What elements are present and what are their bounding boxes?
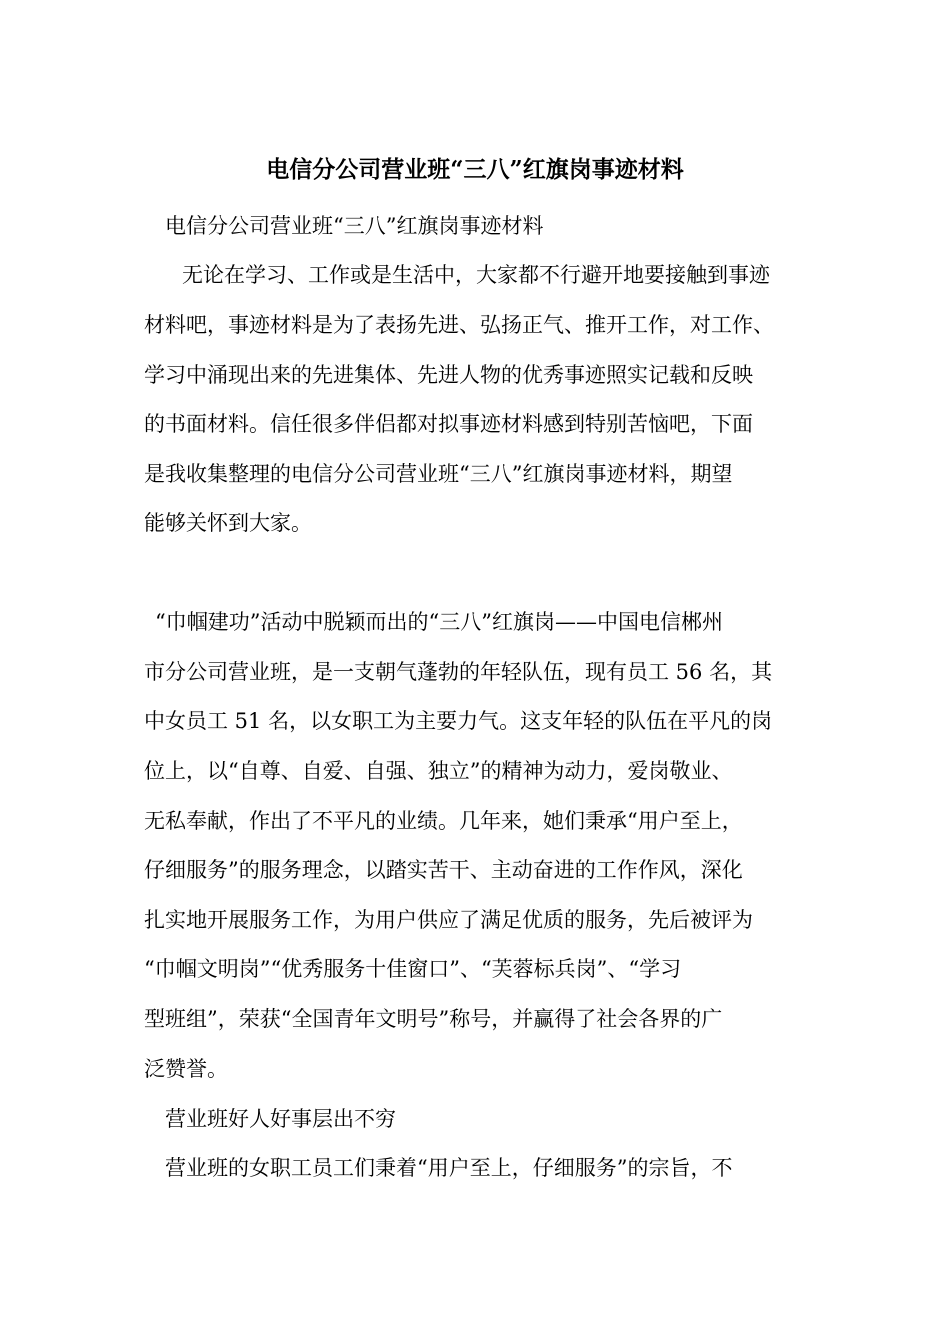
intro-line: 能够关怀到大家。 bbox=[144, 511, 312, 535]
body-line: 扎实地开展服务工作，为用户供应了满足优质的服务，先后被评为 bbox=[144, 908, 753, 932]
body-line: 中女员工 51 名，以女职工为主要力气。这支年轻的队伍在平凡的岗 bbox=[144, 709, 773, 733]
intro-line: 材料吧，事迹材料是为了表扬先进、弘扬正气、推开工作，对工作、 bbox=[144, 313, 774, 337]
intro-line: 的书面材料。信任很多伴侣都对拟事迹材料感到特别苦恼吧，下面 bbox=[144, 412, 753, 436]
document-title: 电信分公司营业班“三八”红旗岗事迹材料 bbox=[266, 156, 684, 183]
body-line: 仔细服务”的服务理念，以踏实苦干、主动奋进的工作作风，深化 bbox=[144, 858, 743, 882]
body-line: “巾帼文明岗”“优秀服务十佳窗口”、“芙蓉标兵岗”、“学习 bbox=[144, 957, 682, 981]
body-line: 市分公司营业班，是一支朝气蓬勃的年轻队伍，现有员工 56 名，其 bbox=[144, 660, 773, 684]
intro-line: 无论在学习、工作或是生活中，大家都不行避开地要接触到事迹 bbox=[182, 263, 770, 287]
body-line: 无私奉献，作出了不平凡的业绩。几年来，她们秉承“用户至上， bbox=[144, 809, 743, 833]
body-line: 型班组”，荣获“全国青年文明号”称号，并赢得了社会各界的广 bbox=[144, 1007, 723, 1031]
body-line: 泛赞誉。 bbox=[144, 1057, 228, 1081]
body-line: “巾帼建功”活动中脱颖而出的“三八”红旗岗——中国电信郴州 bbox=[155, 610, 723, 634]
intro-line: 是我收集整理的电信分公司营业班“三八”红旗岗事迹材料，期望 bbox=[144, 462, 733, 486]
intro-line: 学习中涌现出来的先进集体、先进人物的优秀事迹照实记载和反映 bbox=[144, 363, 753, 387]
document-subtitle: 电信分公司营业班“三八”红旗岗事迹材料 bbox=[165, 214, 544, 238]
section-heading: 营业班好人好事层出不穷 bbox=[165, 1107, 396, 1131]
body-line: 位上，以“自尊、自爱、自强、独立”的精神为动力，爱岗敬业、 bbox=[144, 759, 733, 783]
body-line: 营业班的女职工员工们秉着“用户至上，仔细服务”的宗旨，不 bbox=[165, 1156, 733, 1180]
